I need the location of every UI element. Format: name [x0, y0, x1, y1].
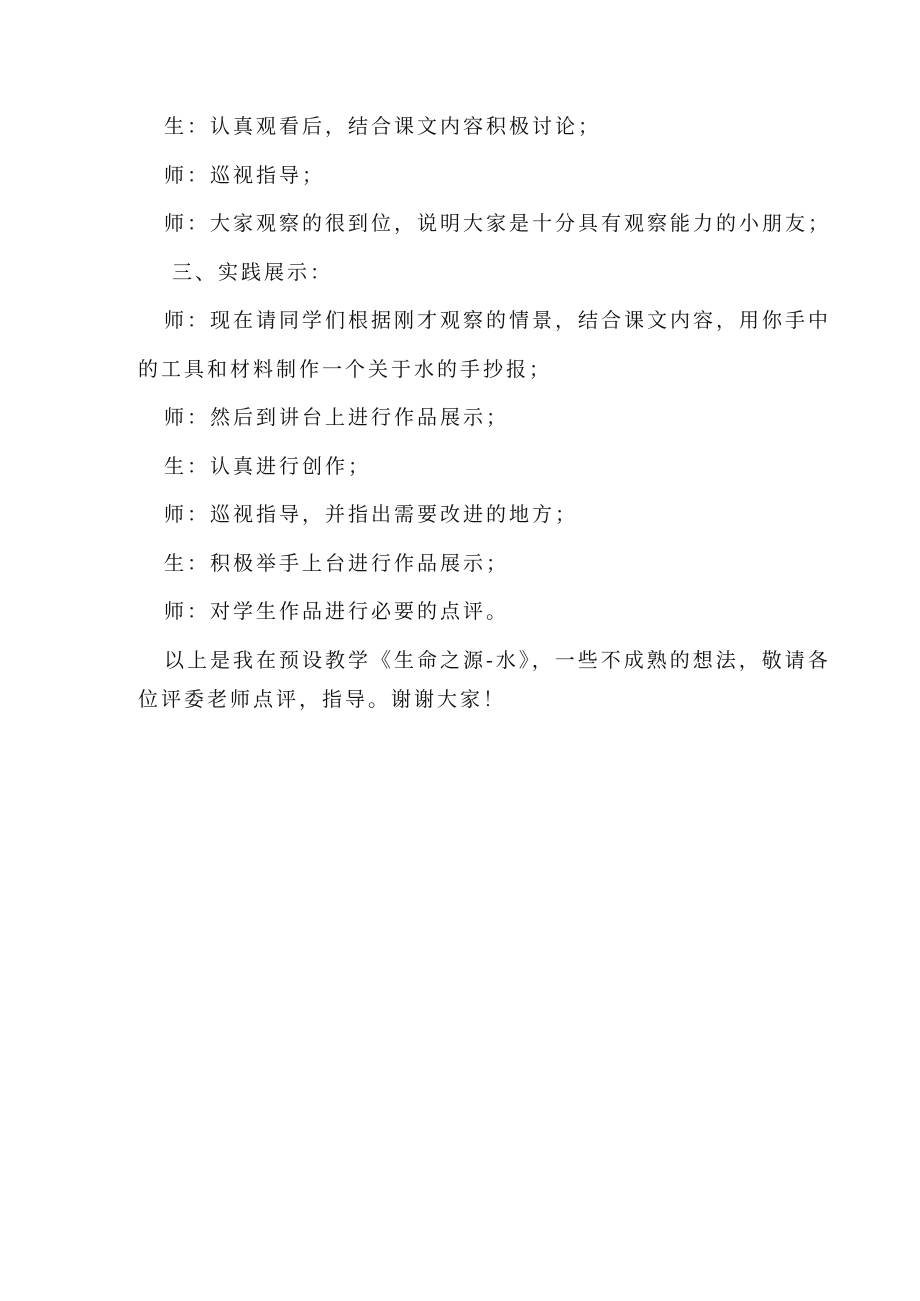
section-heading-practice: 三、实践展示： [172, 259, 333, 284]
paragraph-teacher-praise: 师：大家观察的很到位，说明大家是十分具有观察能力的小朋友； [164, 211, 831, 235]
paragraph-closing-cont: 位评委老师点评，指导。谢谢大家！ [138, 686, 506, 711]
document-body [138, 112, 831, 733]
paragraph-teacher-task: 师：现在请同学们根据刚才观察的情景，结合课文内容，用你手中 [164, 308, 831, 332]
paragraph-teacher-present: 师：然后到讲台上进行作品展示； [164, 405, 509, 429]
paragraph-student-create: 生：认真进行创作； [164, 453, 371, 478]
paragraph-student-discuss: 生：认真观看后，结合课文内容积极讨论； [164, 114, 601, 138]
paragraph-teacher-task-cont: 的工具和材料制作一个关于水的手抄报； [138, 356, 552, 381]
paragraph-student-show: 生：积极举手上台进行作品展示； [164, 550, 509, 575]
paragraph-teacher-guide: 师：巡视指导； [164, 162, 325, 187]
paragraph-teacher-improve: 师：巡视指导，并指出需要改进的地方； [164, 502, 578, 526]
paragraph-closing: 以上是我在预设教学《生命之源-水》，一些不成熟的想法，敬请各 [164, 647, 831, 672]
paragraph-teacher-comment: 师：对学生作品进行必要的点评。 [164, 599, 509, 623]
